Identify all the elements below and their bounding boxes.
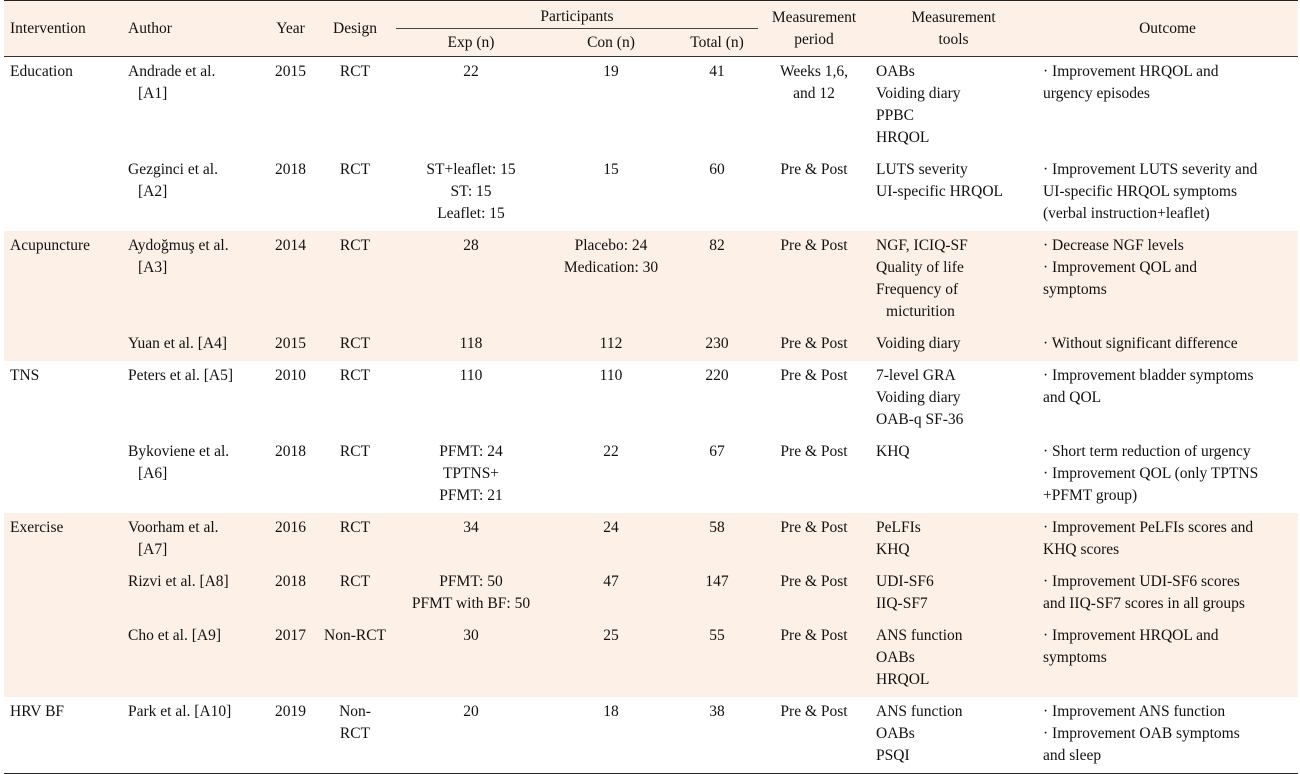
design-line: RCT: [339, 335, 371, 352]
header-participants: Participants: [396, 1, 758, 29]
author-line: Gezginci et al.: [128, 161, 218, 178]
year-cell: 2015: [267, 329, 314, 361]
outcome-item: [1043, 723, 1292, 767]
year-cell: 2017: [267, 621, 314, 697]
outcome-item: [1043, 257, 1292, 301]
outcome-item: [1043, 517, 1292, 561]
con-cell: [546, 231, 676, 329]
outcome-item: [1043, 625, 1292, 669]
design-line: RCT: [339, 161, 371, 178]
author-line: Andrade et al.: [128, 63, 216, 80]
exp-line: PFMT: 50: [439, 573, 503, 590]
table-body: [4, 57, 1298, 774]
outcome-item: [1043, 235, 1292, 257]
tools-cell: [870, 621, 1037, 697]
total-cell: 67: [709, 443, 725, 460]
header-exp: Exp (n): [396, 29, 546, 57]
intervention-cell: TNS: [10, 367, 40, 384]
outcome-item: [1043, 701, 1292, 723]
author-cell: [122, 231, 267, 329]
con-line: Placebo: 24: [574, 237, 648, 254]
con-line: 24: [603, 519, 619, 536]
header-con: Con (n): [546, 29, 676, 57]
con-line: 112: [599, 335, 623, 352]
header-year: Year: [267, 1, 314, 57]
tools-line: Frequency of: [876, 281, 959, 298]
table-row: [4, 697, 1298, 774]
tools-line: ANS function: [876, 627, 963, 644]
design-line: RCT: [339, 519, 371, 536]
intervention-cell: Education: [10, 63, 73, 80]
period-line: Weeks 1,6,: [779, 63, 849, 80]
outcome-line: symptoms: [1043, 281, 1107, 298]
tools-line: OABs: [876, 63, 915, 80]
period-line: Pre & Post: [780, 335, 848, 352]
exp-line: 22: [463, 63, 479, 80]
outcome-line: KHQ scores: [1043, 541, 1120, 558]
exp-line: TPTNS+: [442, 465, 500, 482]
tools-line: OABs: [876, 725, 915, 742]
outcome-line: · Improvement QOL and: [1043, 259, 1197, 276]
outcome-cell: [1037, 361, 1298, 437]
year-cell: 2016: [267, 513, 314, 567]
tools-line: HRQOL: [876, 671, 930, 688]
exp-line: 20: [463, 703, 479, 720]
outcome-line: · Improvement QOL (only TPTNS: [1043, 465, 1259, 482]
tools-cell: [870, 567, 1037, 621]
outcome-cell: [1037, 621, 1298, 697]
period-cell: [758, 621, 870, 697]
exp-cell: [396, 329, 546, 361]
table-header: [4, 1, 1298, 57]
author-cell: [122, 329, 267, 361]
outcome-item: [1043, 441, 1292, 463]
outcome-item: [1043, 159, 1292, 225]
table-row: [4, 621, 1298, 697]
tools-line: Voiding diary: [876, 85, 961, 102]
tools-line: KHQ: [876, 443, 910, 460]
author-line: Aydoğmuş et al.: [128, 237, 229, 254]
exp-line: 118: [459, 335, 483, 352]
year-cell: 2010: [275, 367, 306, 384]
exp-line: ST: 15: [450, 183, 492, 200]
header-period: [758, 1, 870, 57]
design-cell: [314, 437, 396, 513]
design-line: Non-: [339, 703, 371, 720]
outcome-line: · Without significant difference: [1043, 335, 1238, 352]
year-cell: 2019: [267, 697, 314, 774]
tools-line: PeLFIs: [876, 519, 921, 536]
outcome-cell: [1037, 697, 1298, 774]
year-cell: 2018: [267, 567, 314, 621]
outcome-line: · Improvement ANS function: [1043, 703, 1226, 720]
con-line: 19: [603, 63, 619, 80]
period-line: Pre & Post: [780, 237, 848, 254]
con-cell: [546, 697, 676, 774]
con-cell: [546, 621, 676, 697]
outcome-line: · Improvement HRQOL and: [1043, 627, 1219, 644]
outcome-line: (verbal instruction+leaflet): [1043, 205, 1210, 222]
outcome-line: · Improvement HRQOL and: [1043, 63, 1219, 80]
period-line: Pre & Post: [780, 573, 848, 590]
tools-cell: [870, 231, 1037, 329]
outcome-line: and QOL: [1043, 389, 1102, 406]
period-line: Pre & Post: [780, 443, 848, 460]
author-line: [A3]: [138, 259, 168, 276]
table-row: [4, 513, 1298, 567]
tools-line: PSQI: [876, 747, 910, 764]
outcome-line: UI-specific HRQOL symptoms: [1043, 183, 1238, 200]
header-tools-line1: Measurement: [911, 8, 996, 26]
con-cell: [546, 155, 676, 231]
outcome-item: [1043, 571, 1292, 615]
tools-line: Quality of life: [876, 259, 964, 276]
intervention-cell: HRV BF: [4, 697, 122, 774]
author-line: Peters et al. [A5]: [128, 367, 234, 384]
con-line: 47: [603, 573, 619, 590]
table-row: [4, 231, 1298, 329]
outcome-line: symptoms: [1043, 649, 1107, 666]
outcome-line: · Improvement PeLFIs scores and: [1043, 519, 1254, 536]
exp-cell: [396, 513, 546, 567]
author-line: Voorham et al.: [128, 519, 219, 536]
total-cell: 220: [705, 367, 729, 384]
tools-line: HRQOL: [876, 129, 930, 146]
design-cell: [314, 513, 396, 567]
design-line: Non-RCT: [324, 627, 386, 644]
exp-line: 34: [463, 519, 479, 536]
outcome-line: and IIQ-SF7 scores in all groups: [1043, 595, 1245, 612]
tools-line: micturition: [886, 303, 955, 320]
author-line: Park et al. [A10]: [128, 703, 232, 720]
header-tools: [870, 1, 1037, 57]
author-line: Cho et al. [A9]: [128, 627, 221, 644]
exp-cell: [396, 231, 546, 329]
period-cell: [758, 437, 870, 513]
period-line: and 12: [793, 85, 835, 102]
design-line: RCT: [339, 237, 371, 254]
design-cell: [314, 231, 396, 329]
author-cell: [122, 57, 267, 156]
outcome-line: · Short term reduction of urgency: [1043, 443, 1251, 460]
exp-line: 28: [463, 237, 479, 254]
tools-cell: [870, 361, 1037, 437]
period-cell: [758, 231, 870, 329]
period-cell: [758, 567, 870, 621]
design-cell: [314, 329, 396, 361]
intervention-cell: Exercise: [4, 513, 122, 697]
exp-cell: [396, 621, 546, 697]
con-line: 18: [603, 703, 619, 720]
con-cell: [546, 437, 676, 513]
tools-cell: [870, 155, 1037, 231]
con-cell: [546, 513, 676, 567]
author-cell: [122, 697, 267, 774]
exp-line: 110: [459, 367, 483, 384]
header-intervention: Intervention: [4, 1, 122, 57]
period-cell: [758, 513, 870, 567]
con-line: 25: [603, 627, 619, 644]
table-row: [4, 437, 1298, 513]
table-row: [4, 57, 1298, 156]
author-line: [A1]: [138, 85, 168, 102]
table-row: [4, 329, 1298, 361]
author-line: Yuan et al. [A4]: [128, 335, 227, 352]
outcome-line: and sleep: [1043, 747, 1102, 764]
year-cell: 2018: [275, 443, 306, 460]
outcome-line: · Decrease NGF levels: [1043, 237, 1184, 254]
outcome-line: · Improvement UDI-SF6 scores: [1043, 573, 1240, 590]
header-tools-line2: tools: [938, 30, 969, 48]
author-line: Rizvi et al. [A8]: [128, 573, 229, 590]
exp-line: PFMT with BF: 50: [411, 595, 531, 612]
tools-cell: [870, 513, 1037, 567]
exp-cell: [396, 361, 546, 437]
year-cell: 2015: [275, 63, 306, 80]
tools-line: IIQ-SF7: [876, 595, 928, 612]
author-cell: [122, 437, 267, 513]
period-cell: [758, 57, 870, 156]
outcome-line: · Improvement bladder symptoms: [1043, 367, 1254, 384]
outcome-item: [1043, 61, 1292, 105]
exp-cell: [396, 697, 546, 774]
table-row: [4, 567, 1298, 621]
exp-cell: [396, 437, 546, 513]
year-cell: 2018: [275, 161, 306, 178]
tools-line: OAB-q SF-36: [876, 411, 964, 428]
author-cell: [122, 621, 267, 697]
tools-line: KHQ: [876, 541, 910, 558]
header-total: Total (n): [676, 29, 758, 57]
period-line: Pre & Post: [780, 367, 848, 384]
exp-line: ST+leaflet: 15: [426, 161, 516, 178]
tools-cell: [870, 57, 1037, 156]
outcome-cell: [1037, 437, 1298, 513]
author-cell: [122, 513, 267, 567]
period-line: Pre & Post: [780, 161, 848, 178]
intervention-cell: Acupuncture: [4, 231, 122, 361]
design-cell: [314, 361, 396, 437]
author-line: [A6]: [138, 465, 168, 482]
header-period-line2: period: [794, 30, 834, 48]
tools-line: Voiding diary: [876, 335, 961, 352]
con-line: 15: [603, 161, 619, 178]
total-cell: 147: [676, 567, 758, 621]
total-cell: 230: [676, 329, 758, 361]
period-cell: [758, 155, 870, 231]
outcome-item: [1043, 365, 1292, 409]
tools-line: PPBC: [876, 107, 914, 124]
header-outcome: Outcome: [1037, 1, 1298, 57]
period-line: Pre & Post: [780, 519, 848, 536]
exp-line: PFMT: 21: [439, 487, 503, 504]
author-cell: [122, 155, 267, 231]
author-cell: [122, 361, 267, 437]
total-cell: 38: [676, 697, 758, 774]
tools-cell: [870, 437, 1037, 513]
exp-line: Leaflet: 15: [437, 205, 505, 222]
design-cell: [314, 155, 396, 231]
exp-line: PFMT: 24: [439, 443, 503, 460]
exp-line: 30: [463, 627, 479, 644]
tools-cell: [870, 697, 1037, 774]
design-cell: [314, 57, 396, 156]
outcome-line: · Improvement LUTS severity and: [1043, 161, 1258, 178]
con-line: 110: [599, 367, 623, 384]
outcome-cell: [1037, 567, 1298, 621]
header-design: Design: [314, 1, 396, 57]
outcome-line: urgency episodes: [1043, 85, 1150, 102]
con-line: Medication: 30: [563, 259, 659, 276]
tools-line: LUTS severity: [876, 161, 968, 178]
total-cell: 41: [709, 63, 725, 80]
design-cell: [314, 697, 396, 774]
period-cell: [758, 361, 870, 437]
design-line: RCT: [339, 63, 371, 80]
exp-cell: [396, 567, 546, 621]
outcome-cell: [1037, 57, 1298, 156]
author-line: Bykoviene et al.: [128, 443, 230, 460]
outcome-cell: [1037, 513, 1298, 567]
total-cell: 55: [676, 621, 758, 697]
tools-line: UI-specific HRQOL: [876, 183, 1003, 200]
total-cell: 60: [709, 161, 725, 178]
exp-cell: [396, 155, 546, 231]
period-cell: [758, 329, 870, 361]
author-cell: [122, 567, 267, 621]
period-cell: [758, 697, 870, 774]
period-line: Pre & Post: [780, 703, 848, 720]
tools-line: 7-level GRA: [876, 367, 956, 384]
design-cell: [314, 567, 396, 621]
tools-line: NGF, ICIQ-SF: [876, 237, 968, 254]
tools-line: UDI-SF6: [876, 573, 934, 590]
author-line: [A7]: [138, 541, 168, 558]
table-row: [4, 155, 1298, 231]
outcome-item: [1043, 333, 1292, 355]
total-cell: 58: [676, 513, 758, 567]
con-cell: [546, 57, 676, 156]
outcome-cell: [1037, 329, 1298, 361]
tools-line: OABs: [876, 649, 915, 666]
design-cell: [314, 621, 396, 697]
con-cell: [546, 329, 676, 361]
header-period-line1: Measurement: [771, 8, 857, 26]
total-cell: 82: [676, 231, 758, 329]
tools-line: ANS function: [876, 703, 963, 720]
outcome-line: · Improvement OAB symptoms: [1043, 725, 1240, 742]
con-line: 22: [603, 443, 619, 460]
table-row: [4, 361, 1298, 437]
design-line: RCT: [339, 367, 371, 384]
con-cell: [546, 361, 676, 437]
outcome-cell: [1037, 155, 1298, 231]
exp-cell: [396, 57, 546, 156]
author-line: [A2]: [138, 183, 168, 200]
header-author: Author: [122, 1, 267, 57]
design-line: RCT: [339, 725, 371, 742]
tools-line: Voiding diary: [876, 389, 961, 406]
design-line: RCT: [339, 573, 371, 590]
year-cell: 2014: [267, 231, 314, 329]
tools-cell: [870, 329, 1037, 361]
outcome-line: +PFMT group): [1043, 487, 1138, 504]
outcome-item: [1043, 463, 1292, 507]
outcome-cell: [1037, 231, 1298, 329]
con-cell: [546, 567, 676, 621]
period-line: Pre & Post: [780, 627, 848, 644]
studies-table: [4, 0, 1298, 774]
design-line: RCT: [339, 443, 371, 460]
